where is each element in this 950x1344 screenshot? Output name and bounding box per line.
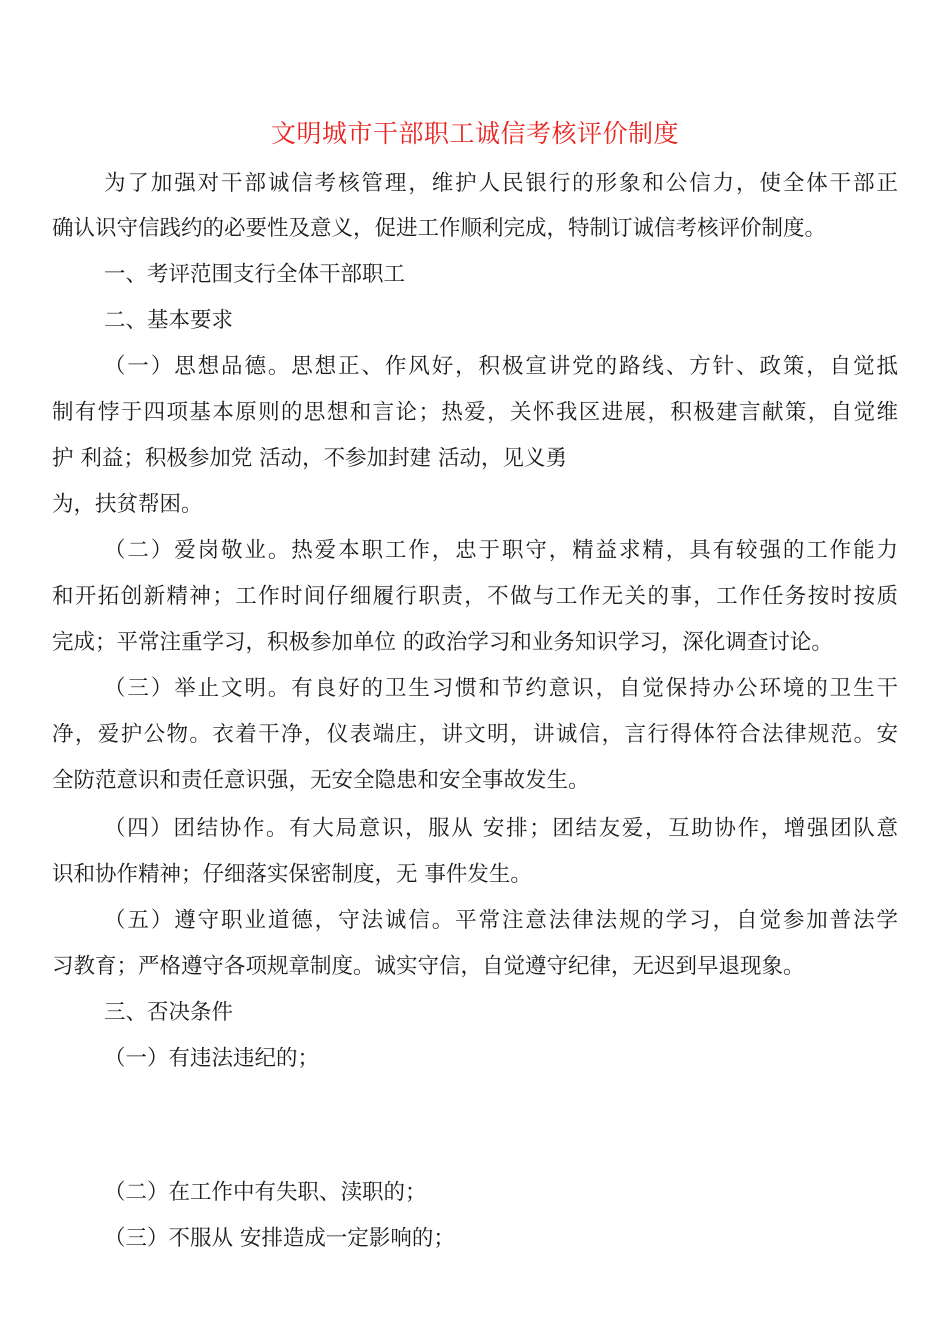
item-2-2-line-2: 和开拓创新精神；工作时间仔细履行职责，不做与工作无关的事，工作任务按时按质 — [52, 584, 898, 609]
item-2-2-line-1: （二）爱岗敬业。热爱本职工作，忠于职守，精益求精，具有较强的工作能力 — [104, 538, 898, 563]
item-2-1-line-4: 为，扶贫帮困。 — [52, 492, 203, 517]
item-2-3-line-3: 全防范意识和责任意识强，无安全隐患和安全事故发生。 — [52, 768, 590, 793]
document-title: 文明城市干部职工诚信考核评价制度 — [270, 119, 679, 148]
veto-item-1: （一）有违法违纪的； — [104, 1046, 320, 1071]
section-1-heading: 一、考评范围支行全体干部职工 — [104, 262, 406, 287]
item-2-1-line-1: （一）思想品德。思想正、作风好，积极宣讲党的路线、方针、政策，自觉抵 — [104, 354, 898, 379]
item-2-5-line-2: 习教育；严格遵守各项规章制度。诚实守信，自觉遵守纪律，无迟到早退现象。 — [52, 954, 805, 979]
item-2-5-line-1: （五）遵守职业道德，守法诚信。平常注意法律法规的学习，自觉参加普法学 — [104, 908, 898, 933]
item-2-2-line-3: 完成；平常注重学习，积极参加单位 的政治学习和业务知识学习，深化调查讨论。 — [52, 630, 833, 655]
item-2-1-line-3: 护 利益；积极参加党 活动，不参加封建 活动，见义勇 — [52, 446, 568, 471]
veto-item-3: （三）不服从 安排造成一定影响的； — [104, 1226, 455, 1251]
section-2-heading: 二、基本要求 — [104, 308, 234, 333]
item-2-4-line-2: 识和协作精神；仔细落实保密制度，无 事件发生。 — [52, 862, 532, 887]
item-2-3-line-1: （三）举止文明。有良好的卫生习惯和节约意识，自觉保持办公环境的卫生干 — [104, 676, 898, 701]
section-3-heading: 三、否决条件 — [104, 1000, 234, 1025]
item-2-4-line-1: （四）团结协作。有大局意识，服从 安排；团结友爱，互助协作，增强团队意 — [104, 816, 898, 841]
veto-item-2: （二）在工作中有失职、渎职的； — [104, 1180, 427, 1205]
item-2-3-line-2: 净，爱护公物。衣着干净，仪表端庄，讲文明，讲诚信，言行得体符合法律规范。安 — [52, 722, 898, 747]
intro-paragraph-line-2: 确认识守信践约的必要性及意义，促进工作顺利完成，特制订诚信考核评价制度。 — [52, 216, 827, 241]
item-2-1-line-2: 制有悖于四项基本原则的思想和言论；热爱，关怀我区进展，积极建言献策，自觉维 — [52, 400, 898, 425]
intro-paragraph-line-1: 为了加强对干部诚信考核管理，维护人民银行的形象和公信力，使全体干部正 — [104, 171, 898, 196]
